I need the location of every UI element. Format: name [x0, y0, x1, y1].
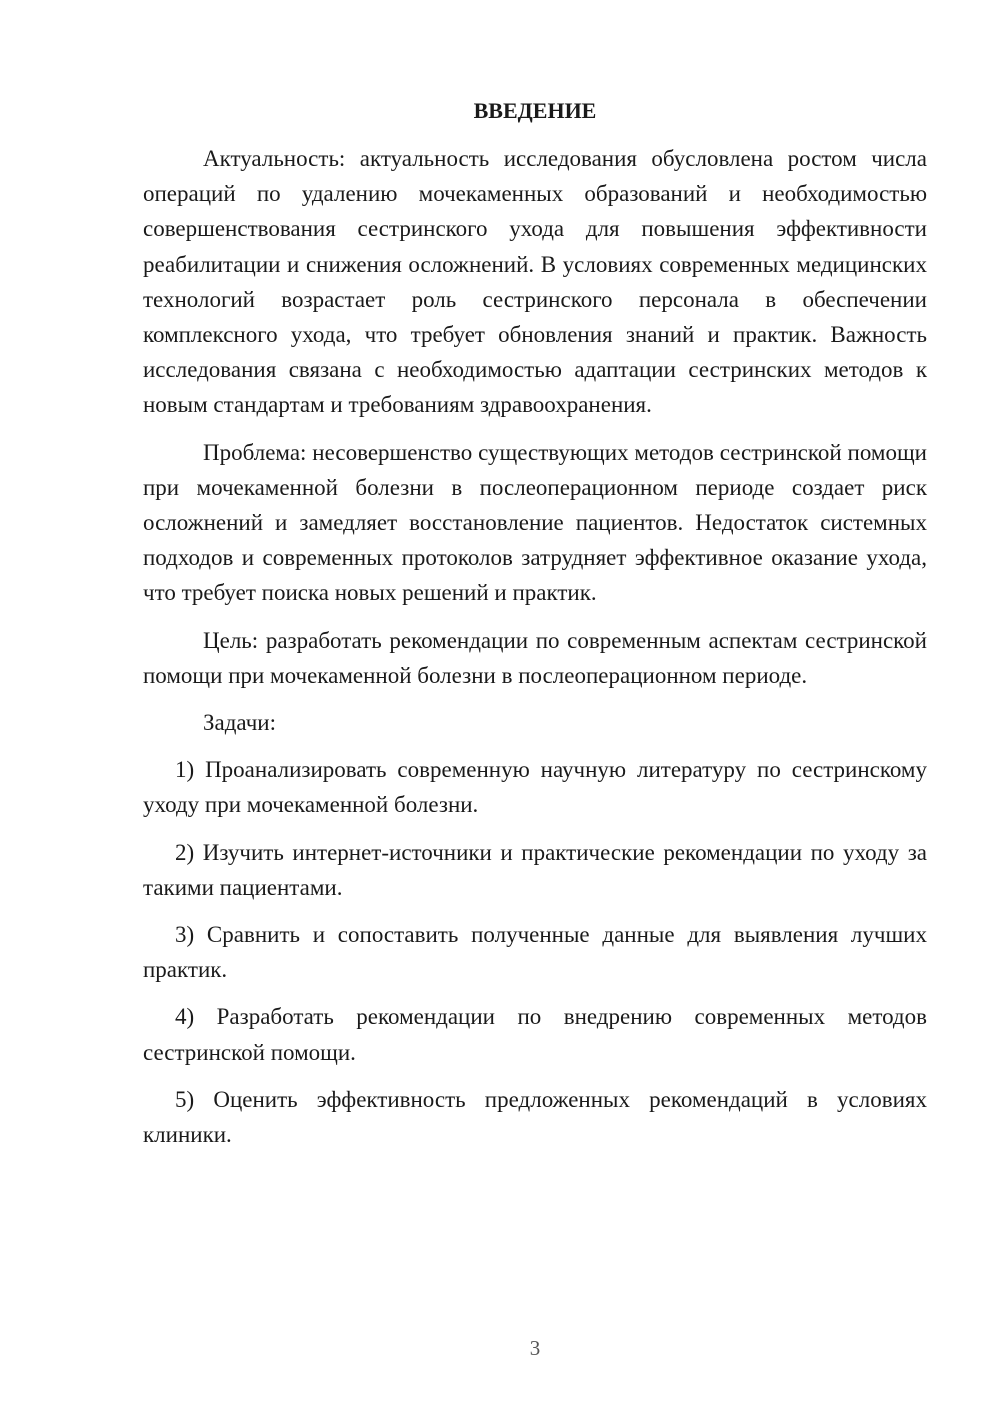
page-title: ВВЕДЕНИЕ — [473, 98, 597, 123]
tasks-heading: Задачи: — [203, 710, 276, 736]
task-item-3: 3) Сравнить и сопоставить полученные данные для выявления лучших практик. — [143, 922, 927, 983]
page-number: 3 — [529, 1336, 541, 1360]
paragraph-relevance: Актуальность: актуальность исследования обусловлена ростом числа операций по удалению мочекаменных образований и необходимостью совершенствования сестринского ухода для повышения эффективности реабилитации и снижения осложнений. В условиях современных медицинских технологий возрастает роль сестринского персонала в обеспечении комплексного ухода, что требует обновления знаний и практик. Важность исследования связана с необходимостью адаптации сестринских методов к новым стандартам и требованиям здравоохранения. — [143, 146, 927, 418]
task-item-4: 4) Разработать рекомендации по внедрению современных методов сестринской помощи. — [143, 1004, 927, 1065]
task-item-5: 5) Оценить эффективность предложенных рекомендаций в условиях клиники. — [143, 1086, 927, 1148]
paragraph-goal: Цель: разработать рекомендации по современным аспектам сестринской помощи при мочекаменной болезни в послеоперационном периоде. — [143, 627, 927, 688]
task-item-2: 2) Изучить интернет-источники и практические рекомендации по уходу за такими пациентами. — [143, 839, 927, 900]
document-body — [143, 141, 927, 1164]
paragraph-problem: Проблема: несовершенство существующих методов сестринской помощи при мочекаменной болезни в послеоперационном периоде создает риск осложнений и замедляет восстановление пациентов. Недостаток системных подходов и современных протоколов затрудняет эффективное оказание ухода, что требует поиска новых решений и практик. — [143, 439, 927, 606]
task-item-1: 1) Проанализировать современную научную литературу по сестринскому уходу при мочекаменной болезни. — [143, 757, 927, 818]
